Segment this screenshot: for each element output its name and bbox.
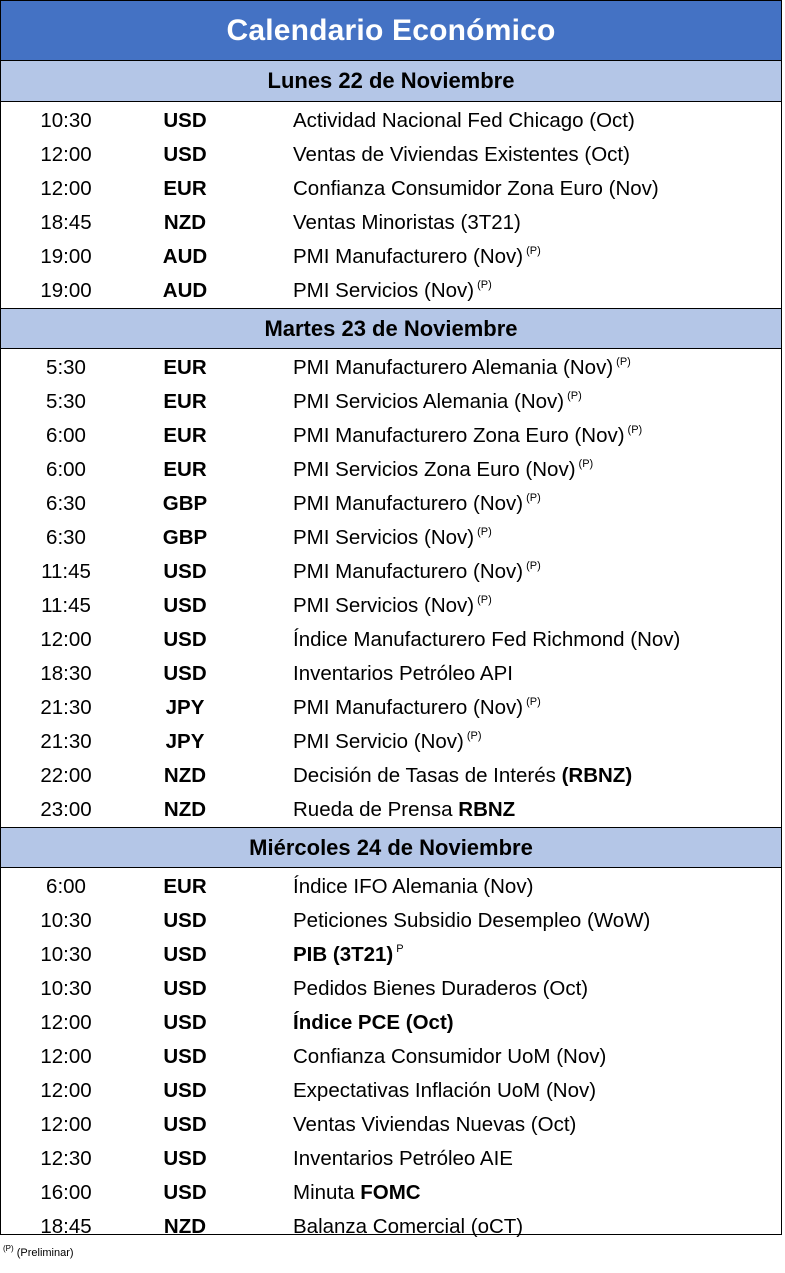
event-currency: USD — [163, 560, 207, 583]
event-text: Ventas de Viviendas Existentes (Oct) — [293, 143, 630, 166]
event-text-bold: FOMC — [360, 1181, 421, 1204]
event-description — [239, 730, 781, 754]
event-time: 18:45 — [40, 211, 92, 234]
event-text: PMI Servicios (Nov) — [293, 526, 475, 549]
footnote — [3, 1244, 74, 1259]
event-row — [1, 1142, 781, 1176]
event-text: Confianza Consumidor UoM (Nov) — [293, 1045, 607, 1068]
event-text: PMI Servicios (Nov) — [293, 594, 475, 617]
event-currency: NZD — [163, 211, 207, 234]
footnote-text: (Preliminar) — [13, 1247, 74, 1259]
event-row — [1, 657, 781, 691]
event-description — [239, 143, 781, 167]
event-time: 12:30 — [40, 1147, 92, 1170]
event-description — [239, 1079, 781, 1103]
event-list — [1, 102, 781, 308]
event-text-bold: RBNZ — [458, 798, 516, 821]
event-time: 6:00 — [46, 875, 86, 898]
event-time: 16:00 — [40, 1181, 92, 1204]
event-currency: EUR — [163, 390, 207, 413]
preliminary-marker: (P) — [526, 560, 541, 572]
event-description — [239, 1045, 781, 1069]
event-time: 12:00 — [40, 1079, 92, 1102]
event-description — [239, 458, 781, 482]
event-currency: EUR — [163, 875, 207, 898]
event-currency: USD — [163, 1011, 207, 1034]
footnote-marker: (P) — [3, 1244, 14, 1253]
event-currency: GBP — [162, 492, 208, 515]
event-description — [239, 560, 781, 584]
event-currency: AUD — [162, 245, 208, 268]
event-time: 11:45 — [41, 560, 91, 583]
event-text: PMI Manufacturero (Nov) — [293, 696, 524, 719]
event-time: 22:00 — [40, 764, 92, 787]
event-text: Confianza Consumidor Zona Euro (Nov) — [293, 177, 659, 200]
event-text: Índice IFO Alemania (Nov) — [293, 875, 534, 898]
event-text: Índice Manufacturero Fed Richmond (Nov) — [293, 628, 681, 651]
preliminary-marker: (P) — [477, 279, 492, 291]
event-text: PMI Manufacturero Zona Euro (Nov) — [293, 424, 625, 447]
event-row — [1, 172, 781, 206]
preliminary-marker: (P) — [477, 526, 492, 538]
event-currency: USD — [163, 628, 207, 651]
event-description — [239, 764, 781, 788]
event-text: PMI Manufacturero (Nov) — [293, 245, 524, 268]
event-description — [239, 1011, 781, 1035]
event-row — [1, 385, 781, 419]
preliminary-marker: (P) — [578, 458, 594, 470]
event-description — [239, 594, 781, 618]
event-time: 6:00 — [46, 424, 86, 447]
event-time: 23:00 — [40, 798, 92, 821]
event-text: Actividad Nacional Fed Chicago (Oct) — [293, 109, 635, 132]
event-text: PMI Servicios (Nov) — [293, 279, 475, 302]
event-row — [1, 1006, 781, 1040]
event-row — [1, 691, 781, 725]
event-description — [239, 662, 781, 686]
event-row — [1, 419, 781, 453]
event-currency: USD — [163, 1113, 207, 1136]
event-currency: EUR — [163, 356, 207, 379]
day-header: Martes 23 de Noviembre — [1, 308, 781, 349]
event-row — [1, 793, 781, 827]
event-time: 12:00 — [40, 1045, 92, 1068]
day-header: Miércoles 24 de Noviembre — [1, 827, 781, 868]
event-description — [239, 1147, 781, 1171]
event-time: 21:30 — [40, 696, 92, 719]
event-row — [1, 1210, 781, 1244]
event-time: 12:00 — [40, 177, 92, 200]
event-currency: USD — [163, 1079, 207, 1102]
event-text: Pedidos Bienes Duraderos (Oct) — [293, 977, 589, 1000]
event-time: 5:30 — [46, 356, 86, 379]
event-description — [239, 798, 781, 822]
event-text: PMI Servicios Zona Euro (Nov) — [293, 458, 576, 481]
event-row — [1, 1074, 781, 1108]
event-currency: USD — [163, 662, 207, 685]
event-description — [239, 177, 781, 201]
event-currency: NZD — [163, 798, 207, 821]
preliminary-marker: (P) — [466, 730, 482, 742]
event-description — [239, 526, 781, 550]
event-currency: NZD — [163, 764, 207, 787]
event-currency: NZD — [163, 1215, 207, 1238]
event-description — [239, 875, 781, 899]
event-currency: USD — [163, 909, 207, 932]
event-text-bold: (RBNZ) — [561, 764, 633, 787]
event-currency: JPY — [165, 696, 205, 719]
event-currency: JPY — [165, 730, 205, 753]
event-description — [239, 1181, 781, 1205]
event-text: Decisión de Tasas de Interés — [293, 764, 562, 787]
event-row — [1, 453, 781, 487]
event-row — [1, 206, 781, 240]
preliminary-marker: (P) — [627, 424, 643, 436]
event-description — [239, 356, 781, 380]
event-description — [239, 628, 781, 652]
event-list — [1, 868, 781, 1244]
event-currency: USD — [163, 1045, 207, 1068]
preliminary-marker: (P) — [567, 390, 582, 402]
event-row — [1, 138, 781, 172]
event-row — [1, 1040, 781, 1074]
event-currency: EUR — [163, 424, 207, 447]
event-time: 18:45 — [40, 1215, 92, 1238]
event-row — [1, 104, 781, 138]
event-description — [239, 211, 781, 235]
event-time: 6:30 — [46, 526, 86, 549]
event-currency: GBP — [162, 526, 208, 549]
event-currency: USD — [163, 1181, 207, 1204]
event-currency: USD — [163, 594, 207, 617]
event-text: Expectativas Inflación UoM (Nov) — [293, 1079, 597, 1102]
preliminary-marker: P — [396, 943, 404, 955]
event-time: 19:00 — [40, 245, 92, 268]
event-row — [1, 555, 781, 589]
event-time: 10:30 — [40, 943, 92, 966]
event-text-bold: PIB (3T21) — [293, 943, 394, 966]
event-text: Inventarios Petróleo AIE — [293, 1147, 513, 1170]
event-time: 10:30 — [40, 977, 92, 1000]
event-text: PMI Manufacturero Alemania (Nov) — [293, 356, 614, 379]
event-time: 12:00 — [40, 1011, 92, 1034]
calendar-title: Calendario Económico — [1, 1, 781, 61]
event-description — [239, 390, 781, 414]
event-row — [1, 1108, 781, 1142]
event-text: PMI Manufacturero (Nov) — [293, 560, 524, 583]
event-description — [239, 279, 781, 303]
event-text: Balanza Comercial (oCT) — [293, 1215, 524, 1238]
event-text: Peticiones Subsidio Desempleo (WoW) — [293, 909, 651, 932]
event-description — [239, 109, 781, 133]
event-row — [1, 870, 781, 904]
event-row — [1, 1176, 781, 1210]
event-currency: EUR — [163, 458, 207, 481]
event-description — [239, 245, 781, 269]
event-description — [239, 696, 781, 720]
event-row — [1, 351, 781, 385]
preliminary-marker: (P) — [526, 492, 541, 504]
event-row — [1, 972, 781, 1006]
event-currency: EUR — [163, 177, 207, 200]
event-row — [1, 623, 781, 657]
event-currency: USD — [163, 109, 207, 132]
event-text: PMI Servicios Alemania (Nov) — [293, 390, 565, 413]
event-text: Rueda de Prensa — [293, 798, 459, 821]
event-time: 6:30 — [46, 492, 86, 515]
event-row — [1, 759, 781, 793]
event-currency: AUD — [162, 279, 208, 302]
event-list — [1, 349, 781, 827]
event-currency: USD — [163, 1147, 207, 1170]
event-time: 11:45 — [41, 594, 91, 617]
day-header: Lunes 22 de Noviembre — [1, 61, 781, 102]
event-time: 12:00 — [40, 628, 92, 651]
event-description — [239, 909, 781, 933]
event-time: 21:30 — [40, 730, 92, 753]
preliminary-marker: (P) — [616, 356, 631, 368]
event-text: Ventas Viviendas Nuevas (Oct) — [293, 1113, 577, 1136]
event-text: PMI Manufacturero (Nov) — [293, 492, 524, 515]
event-time: 19:00 — [40, 279, 92, 302]
event-row — [1, 274, 781, 308]
event-row — [1, 938, 781, 972]
event-currency: USD — [163, 143, 207, 166]
event-time: 10:30 — [40, 109, 92, 132]
event-row — [1, 904, 781, 938]
event-row — [1, 240, 781, 274]
preliminary-marker: (P) — [526, 696, 541, 708]
event-row — [1, 521, 781, 555]
event-description — [239, 943, 781, 967]
event-row — [1, 487, 781, 521]
preliminary-marker: (P) — [477, 594, 492, 606]
event-text: Ventas Minoristas (3T21) — [293, 211, 521, 234]
event-time: 5:30 — [46, 390, 86, 413]
event-text: PMI Servicio (Nov) — [293, 730, 464, 753]
event-time: 6:00 — [46, 458, 86, 481]
event-description — [239, 424, 781, 448]
event-description — [239, 492, 781, 516]
event-row — [1, 725, 781, 759]
event-time: 12:00 — [40, 143, 92, 166]
event-text: Minuta — [293, 1181, 361, 1204]
event-description — [239, 1215, 781, 1239]
event-description — [239, 977, 781, 1001]
event-text-bold: Índice PCE (Oct) — [293, 1011, 454, 1034]
event-text: Inventarios Petróleo API — [293, 662, 513, 685]
preliminary-marker: (P) — [526, 245, 541, 257]
event-time: 10:30 — [40, 909, 92, 932]
event-time: 18:30 — [40, 662, 92, 685]
event-row — [1, 589, 781, 623]
calendar-days — [1, 61, 781, 1244]
event-currency: USD — [163, 977, 207, 1000]
event-currency: USD — [163, 943, 207, 966]
event-description — [239, 1113, 781, 1137]
event-time: 12:00 — [40, 1113, 92, 1136]
